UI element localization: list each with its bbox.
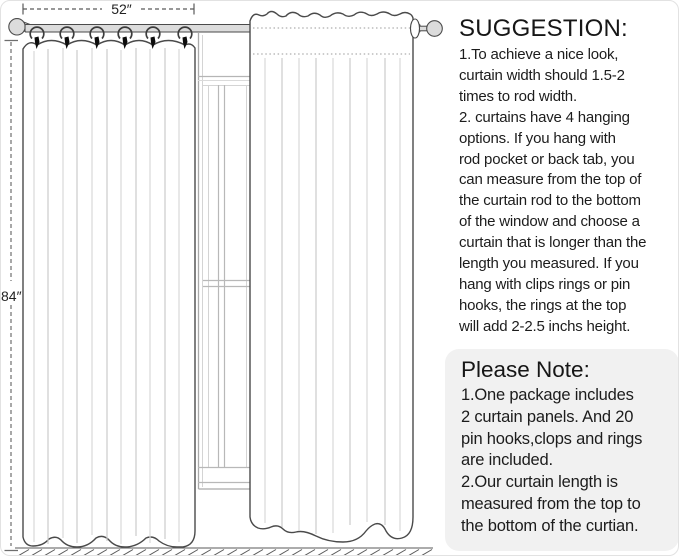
suggestion-line: the curtain rod to the bottom	[459, 192, 641, 210]
note-line: are included.	[461, 451, 553, 470]
suggestion-line: 2. curtains have 4 hanging	[459, 108, 630, 126]
curtain-length-label: 84″	[1, 288, 22, 304]
rod-finial-right-icon	[427, 21, 443, 37]
suggestion-line: hooks, the rings at the top	[459, 296, 627, 314]
suggestion-line: curtain width should 1.5-2	[459, 66, 625, 84]
suggestion-title: SUGGESTION:	[459, 15, 628, 42]
note-line: measured from the top to	[461, 494, 641, 513]
right-curtain-panel	[250, 12, 420, 543]
suggestion-line: hang with clips rings or pin	[459, 275, 631, 293]
suggestion-line: rod pocket or back tab, you	[459, 150, 635, 168]
note-line: 2 curtain panels. And 20	[461, 407, 634, 426]
note-line: 1.One package includes	[461, 386, 634, 404]
floor-line	[15, 548, 433, 556]
note-title: Please Note:	[461, 357, 590, 382]
suggestion-line: times to rod width.	[459, 87, 577, 105]
suggestion-line: length you measured. If you	[459, 255, 639, 273]
suggestion-line: options. If you hang with	[459, 129, 616, 147]
rod-finial-left-icon	[9, 19, 25, 35]
please-note-box	[445, 349, 679, 551]
rod-pocket-end-gather	[411, 19, 420, 38]
suggestion-line: can measure from the top of	[459, 171, 642, 189]
suggestion-line: will add 2-2.5 inchs height.	[459, 317, 631, 335]
suggestion-line: 1.To achieve a nice look,	[459, 46, 619, 63]
suggestion-line: of the window and choose a	[459, 213, 640, 231]
suggestion-section	[459, 15, 679, 338]
floor-hatching	[17, 550, 432, 556]
left-curtain-panel	[23, 41, 195, 548]
rod-width-label: 52″	[111, 1, 132, 17]
note-line: the bottom of the curtian.	[461, 516, 639, 535]
rod-width-measurement	[23, 4, 194, 15]
note-line: 2.Our curtain length is	[461, 473, 618, 492]
suggestion-line: curtain that is longer than the	[459, 234, 647, 252]
note-line: pin hooks,clops and rings	[461, 429, 643, 448]
curtain-measurement-diagram	[1, 1, 451, 556]
